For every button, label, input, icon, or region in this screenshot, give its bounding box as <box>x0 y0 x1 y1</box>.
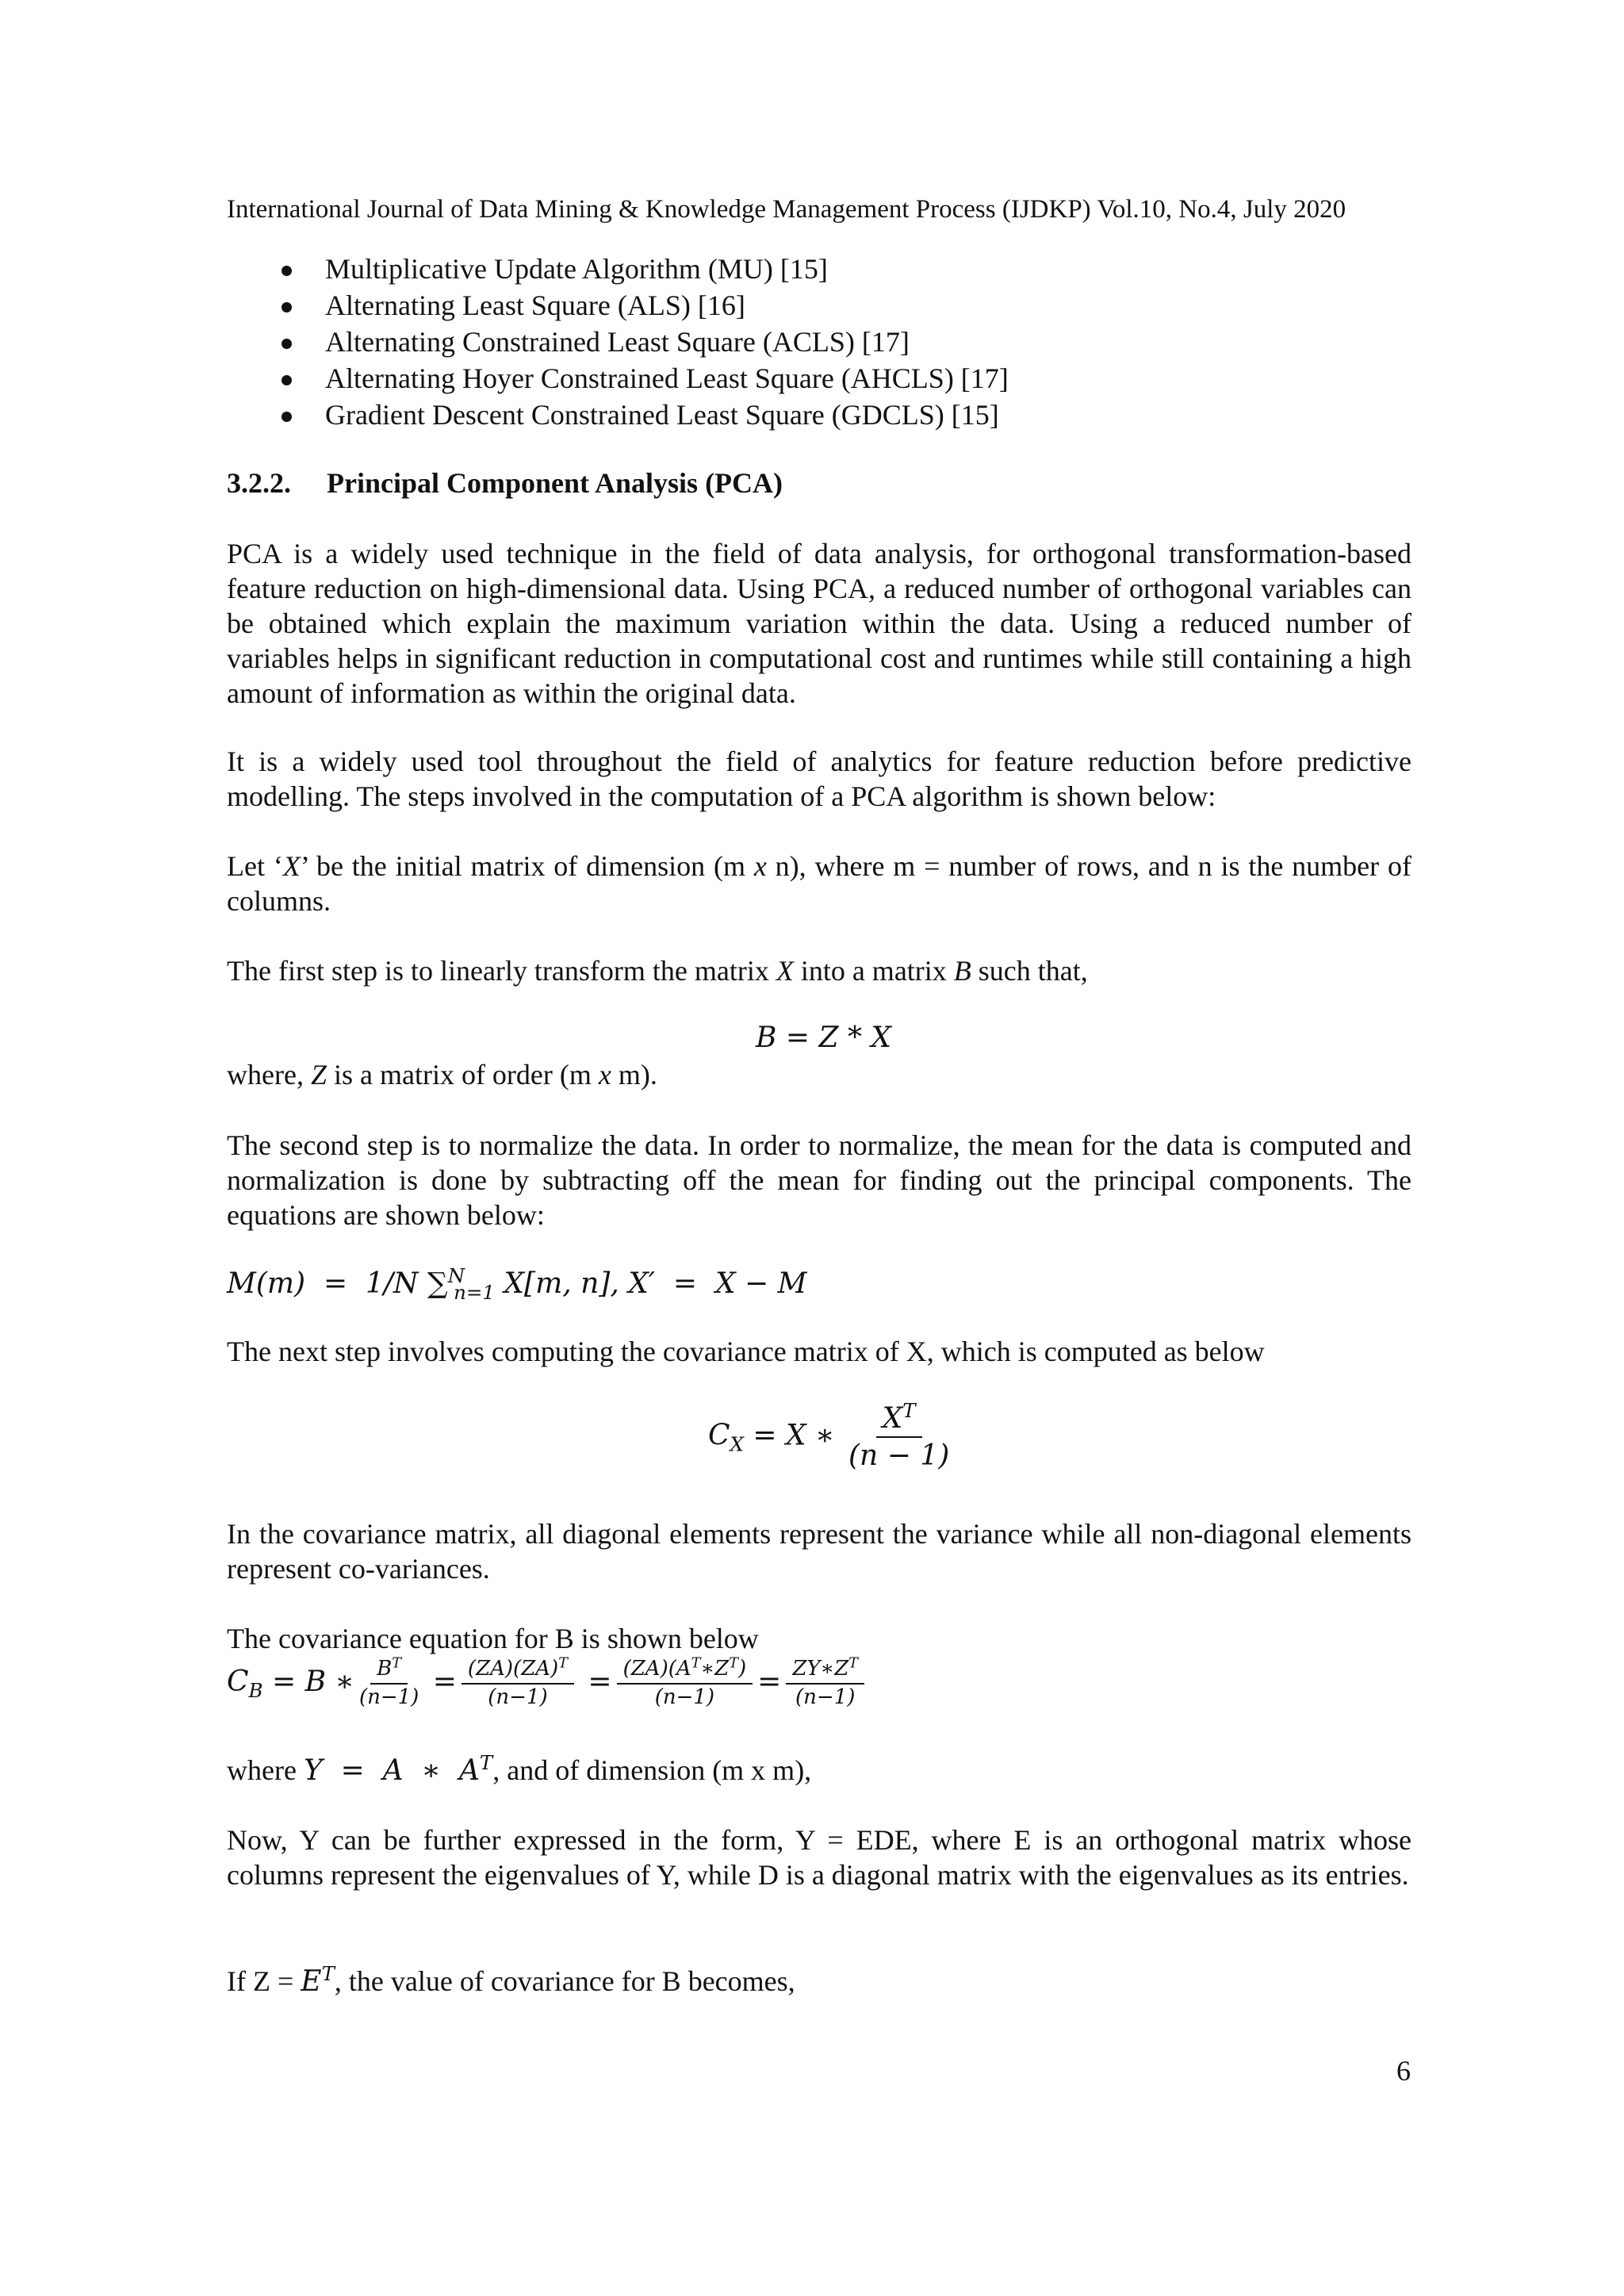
paragraph-first-step: The first step is to linearly transform the matrix X into a matrix B such that, <box>227 955 1088 987</box>
list-item: Gradient Descent Constrained Least Square (GDCLS) [15] <box>270 397 1009 433</box>
paragraph-normalize: The second step is to normalize the data. In order to normalize, the mean for the data is computed and normalization is done by subtracting off the mean for finding out the principal components. The equations are shown below: <box>227 1129 1411 1231</box>
section-heading <box>227 466 783 500</box>
paragraph-where-z: where, Z is a matrix of order (m x m). <box>227 1059 657 1091</box>
paragraph-covariance-matrix: In the covariance matrix, all diagonal elements represent the variance while all non-diagonal elements represent co-variances. <box>227 1518 1411 1585</box>
bullet-icon <box>282 339 292 349</box>
paragraph-where-y: where Y = A ∗ $A^T$, and of dimension (m x m), <box>227 1751 812 1787</box>
algorithm-list <box>270 251 1009 433</box>
equation-mean: M(m) = 1/N ∑$^N_{n=1}$ X[m, n], X′ = X − M <box>227 1264 807 1305</box>
paragraph-covariance-b: The covariance equation for B is shown below <box>227 1623 759 1654</box>
list-item: Multiplicative Update Algorithm (MU) [15] <box>270 251 1009 287</box>
fraction: $\frac{B^T}{(n-1)}$ <box>358 1655 419 1709</box>
fraction: $\frac{(ZA)(A^T∗Z^T)}{(n-1)}$ <box>617 1658 753 1710</box>
bullet-icon <box>282 375 292 385</box>
paragraph-if-z: If $Z = E^T$, the value of covariance for B becomes, <box>227 1962 795 1998</box>
paragraph-y-ede: Now, Y can be further expressed in the form, Y = EDE, where E is an orthogonal matrix whose columns represent the eigenvalues of Y, while D is a diagonal matrix with the eigenvalues as its entries. <box>227 1824 1411 1891</box>
equation-b-zx: B = Z * X <box>756 1022 892 1054</box>
list-item: Alternating Hoyer Constrained Least Square (AHCLS) [17] <box>270 360 1009 397</box>
bullet-icon <box>282 302 292 312</box>
page-number: 6 <box>1396 2055 1411 2087</box>
bullet-icon <box>282 266 292 276</box>
paragraph-pca-intro: PCA is a widely used technique in the field of data analysis, for orthogonal transformation-based feature reduction on high-dimensional data. Using PCA, a reduced number of orthogonal variables can be obtained which explain the maximum variation within the data. Using a reduced number of variables helps in significant reduction in computational cost and runtimes while still containing a high amount of information as within the original data. <box>227 538 1411 709</box>
section-title: Principal Component Analysis (PCA) <box>327 467 783 499</box>
list-item: Alternating Least Square (ALS) [16] <box>270 287 1009 324</box>
fraction: $\frac{X^T}{(n - 1)}$ <box>848 1399 950 1473</box>
paragraph-covariance-step: The next step involves computing the covariance matrix of X, which is computed as below <box>227 1336 1265 1367</box>
journal-header: International Journal of Data Mining & Knowledge Management Process (IJDKP) Vol.10, No.4, July 2020 <box>227 195 1346 224</box>
paragraph-let-x: Let ‘X’ be the initial matrix of dimension (m x n), where m = number of rows, and n is the number of columns. <box>227 850 1411 917</box>
equation-cx: $C_X = X$ ∗ $\frac{X^T}{(n - 1)}$ <box>708 1399 950 1473</box>
fraction: $\frac{(ZA)(ZA)^T}{(n-1)}$ <box>462 1658 574 1710</box>
equation-cb: $C_B = B$ ∗ $\frac{B^T}{(n-1)}$ = $\frac{(ZA)(ZA)^T}{(n-1)}$ = $\frac{(ZA)(A^T∗Z^T)}{(n-1)}$ = $\frac{ZY∗Z^T}{(n-1)}$ <box>227 1658 869 1710</box>
fraction: $\frac{ZY∗Z^T}{(n-1)}$ <box>786 1658 864 1710</box>
list-item: Alternating Constrained Least Square (ACLS) [17] <box>270 324 1009 360</box>
section-number: 3.2.2. <box>227 467 291 499</box>
bullet-icon <box>282 412 292 422</box>
paragraph-pca-tool: It is a widely used tool throughout the field of analytics for feature reduction before predictive modelling. The steps involved in the computation of a PCA algorithm is shown below: <box>227 746 1411 812</box>
